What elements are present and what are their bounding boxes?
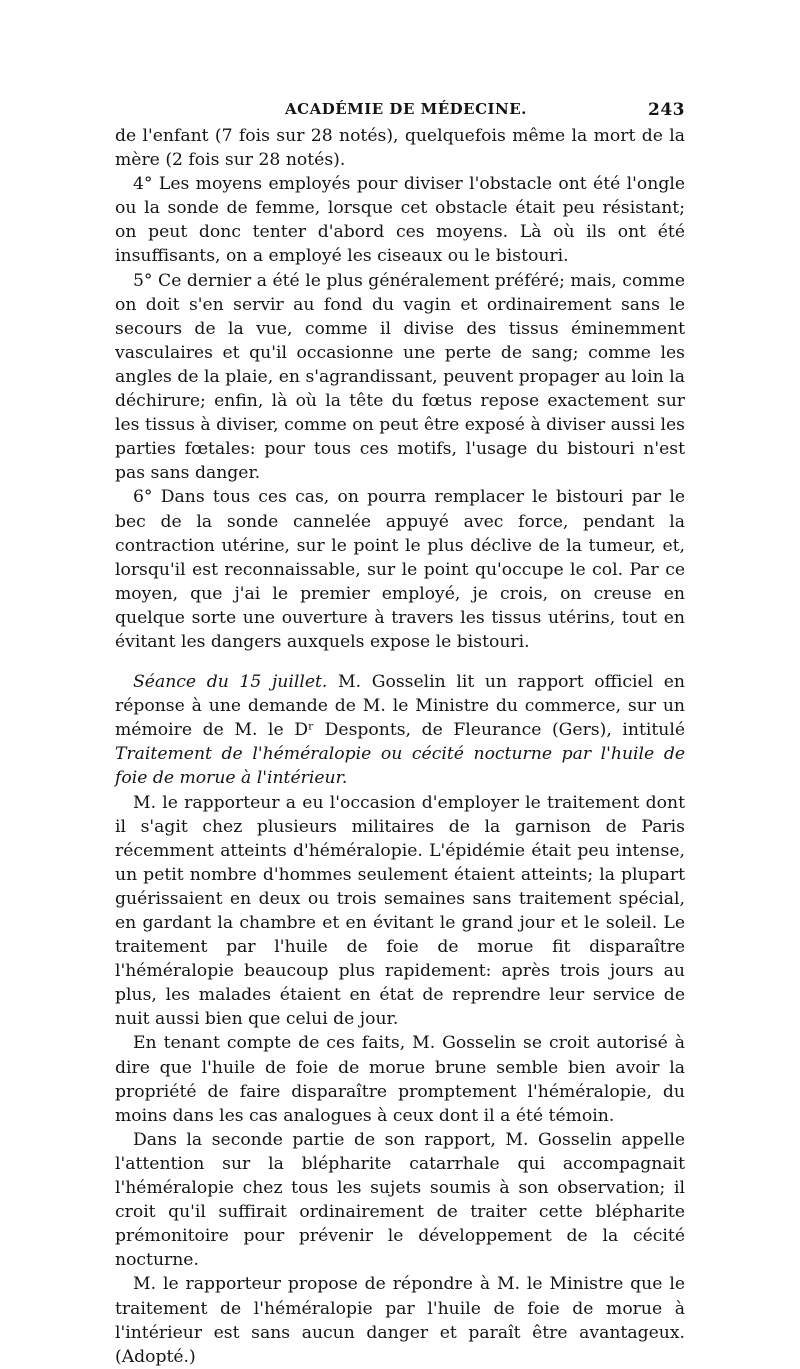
memoire-title: Traitement de l'héméralopie ou cécité nocturne par l'huile de foie de morue à l'intérieur. xyxy=(115,744,685,789)
report-paragraph-4: M. le rapporteur propose de répondre à M. le Ministre que le traitement de l'héméralopie par l'huile de foie de morue à l'intérieur est sans aucun danger et paraît être avantageux. (Adopté.) xyxy=(115,1274,685,1367)
section-gap xyxy=(115,654,685,670)
running-title: ACADÉMIE DE MÉDECINE. xyxy=(285,100,527,118)
report-paragraph-3: Dans la seconde partie de son rapport, M. Gosselin appelle l'attention sur la blépharite catarrhale qui accompagnait l'héméralopie chez tous les sujets soumis à son observation; il croit qu'il suffirait ordinairement de traiter cette blépharite prémonitoire pour prévenir le développement de la cécité nocturne. xyxy=(115,1129,685,1271)
running-header xyxy=(115,100,685,124)
book-page xyxy=(115,100,685,1369)
paragraph-point-4: 4° Les moyens employés pour diviser l'obstacle ont été l'ongle ou la sonde de femme, lorsque cet obstacle était peu résistant; on peut donc tenter d'abord ces moyens. Là où ils ont été insuffisants, on a employé les ciseaux ou le bistouri. xyxy=(115,174,685,267)
body-text xyxy=(115,124,685,1369)
paragraph-point-5: 5° Ce dernier a été le plus généralement préféré; mais, comme on doit s'en servir au fond du vagin et ordinairement sans le secours de la vue, comme il divise des tissus éminemment vasculaires et qu'il occasionne une perte de sang; comme les angles de la plaie, en s'agrandissant, peuvent propager au loin la déchirure; enfin, là où la tête du fœtus repose exactement sur les tissus à diviser, comme on peut être exposé à diviser aussi les parties fœtales: pour tous ces motifs, l'usage du bistouri n'est pas sans danger. xyxy=(115,270,685,484)
paragraph-continuation: de l'enfant (7 fois sur 28 notés), quelquefois même la mort de la mère (2 fois sur 28 notés). xyxy=(115,126,685,171)
page-number: 243 xyxy=(648,100,685,120)
report-paragraph-1: M. le rapporteur a eu l'occasion d'employer le traitement dont il s'agit chez plusieurs militaires de la garnison de Paris récemment atteints d'héméralopie. L'épidémie était peu intense, un petit nombre d'hommes seulement étaient atteints; la plupart guérissaient en deux ou trois semaines sans traitement spécial, en gardant la chambre et en évitant le grand jour et le soleil. Le traitement par l'huile de foie de morue fit disparaître l'héméralopie beaucoup plus rapidement: après trois jours au plus, les malades étaient en état de reprendre leur service de nuit aussi bien que celui de jour. xyxy=(115,792,685,1030)
seance-paragraph xyxy=(115,670,685,790)
report-paragraph-2: En tenant compte de ces faits, M. Gosselin se croit autorisé à dire que l'huile de foie de morue brune semble bien avoir la propriété de faire disparaître promptement l'héméralopie, du moins dans les cas analogues à ceux dont il a été témoin. xyxy=(115,1033,685,1126)
paragraph-point-6: 6° Dans tous ces cas, on pourra remplacer le bistouri par le bec de la sonde cannelée appuyé avec force, pendant la contraction utérine, sur le point le plus déclive de la tumeur, et, lorsqu'il est reconnaissable, sur le point qu'occupe le col. Par ce moyen, que j'ai le premier employé, je crois, on creuse en quelque sorte une ouverture à travers les tissus utérins, tout en évitant les dangers auxquels expose le bistouri. xyxy=(115,487,685,652)
seance-date: Séance du 15 juillet. xyxy=(133,672,328,693)
seance-intro: M. Gosselin lit un rapport officiel en réponse à une demande de M. le Ministre du commerce, sur un mémoire de M. le Dʳ Desponts, de Fleurance (Gers), intitulé xyxy=(115,672,686,741)
